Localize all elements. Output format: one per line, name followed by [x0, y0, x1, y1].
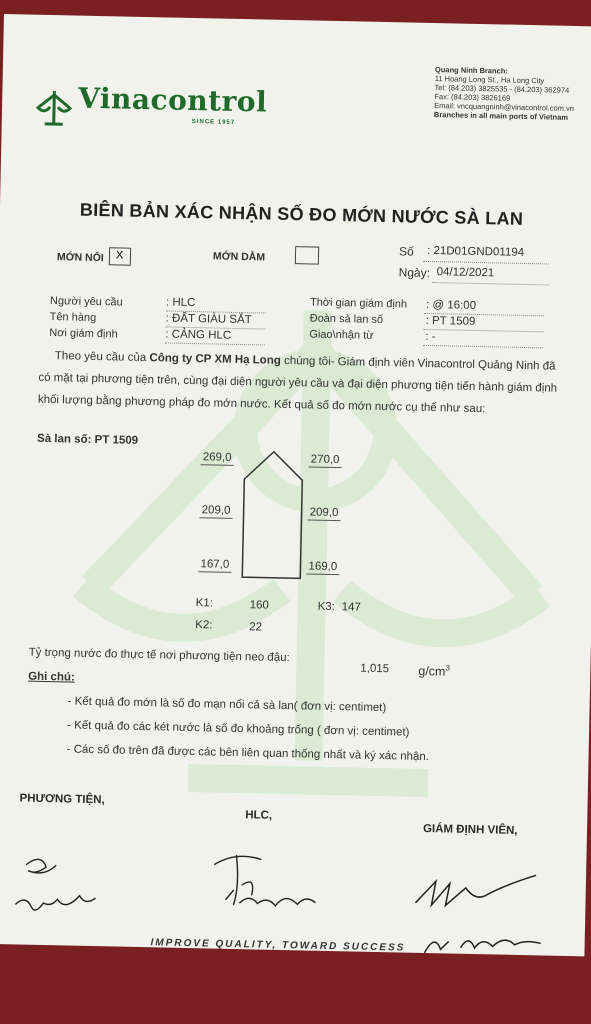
mon-dam-label: MỚN DẰM — [212, 250, 266, 264]
doc-number-value: : 21D01GND01194 — [427, 244, 525, 259]
surveyor-signature — [404, 863, 566, 957]
company-logo-text: Vinacontrol — [77, 81, 268, 119]
k2-value: 22 — [249, 621, 263, 634]
draft-aft-stbd: 169,0 — [306, 560, 339, 575]
k3-label: K3: — [317, 600, 336, 614]
draft-aft-port: 167,0 — [198, 558, 231, 573]
note-item: - Kết quả đo các két nước là số đo khoảng trống ( đơn vị: centimet) — [66, 719, 410, 739]
requester-value: : HLC — [165, 296, 196, 310]
branch-email: Email: vncquangninh@vinacontrol.com.vn — [434, 101, 575, 113]
cargo-label: Tên hàng — [49, 311, 97, 324]
document-page — [0, 14, 591, 956]
density-unit: $g/cm^3$ — [418, 663, 451, 679]
surveyor-sign-label: GIÁM ĐỊNH VIÊN, — [422, 822, 518, 837]
hlc-sign-label: HLC, — [245, 809, 273, 822]
draft-fwd-port: 269,0 — [201, 451, 234, 466]
vinacontrol-scale-icon — [36, 87, 73, 128]
vessel-signature — [0, 844, 107, 926]
place-label: Nơi giám định — [49, 327, 118, 341]
draft-fwd-stbd: 270,0 — [309, 453, 342, 468]
footer-slogan: IMPROVE QUALITY, TOWARD SUCCESS — [150, 937, 406, 954]
note-item: - Kết quả đo mớn là số đo mạn nổi cả sà lan( đơn vị: centimet) — [67, 695, 387, 715]
intro-paragraph: Theo yêu cầu của Công ty CP XM Hạ Long chúng tôi- Giám định viên Vinacontrol Quảng Ninh đã có mặt tại phương tiện trên, cùng đại diện người yêu cầu và đại diện phương tiện tiến hành giám định khối lượng bằng phương pháp đo mớn nước. Kết quả số đo mớn nước cụ thể như sau: — [37, 350, 558, 416]
delivery-value: : - — [425, 330, 436, 344]
barge-group-value: : PT 1509 — [425, 314, 476, 328]
company-name: Công ty CP XM Hạ Long — [149, 352, 281, 367]
barge-group-label: Đoàn sà lan số — [309, 312, 384, 327]
k2-label: K2: — [195, 619, 213, 632]
draft-mid-stbd: 209,0 — [307, 506, 340, 521]
time-label: Thời gian giám định — [309, 296, 408, 311]
doc-date-value: 04/12/2021 — [436, 266, 495, 280]
hlc-signature — [205, 844, 326, 916]
density-value: 1,015 — [360, 662, 390, 676]
branch-address: 11 Hoang Long St., Ha Long City — [434, 74, 545, 86]
cargo-value: : ĐẤT GIÀU SẮT — [165, 312, 252, 327]
company-since: SINCE 1957 — [191, 118, 236, 126]
barge-outline-diagram — [240, 449, 305, 580]
barge-label: Sà lan số: PT 1509 — [36, 432, 139, 447]
doc-number-label: Số — [398, 244, 414, 259]
delivery-label: Giao\nhận từ — [309, 328, 374, 342]
draft-mid-port: 209,0 — [199, 504, 232, 519]
k1-label: K1: — [195, 597, 214, 610]
k1-value: 160 — [249, 599, 269, 612]
vessel-sign-label: PHƯƠNG TIỆN, — [19, 792, 105, 807]
notes-title: Ghi chú: — [28, 670, 75, 684]
mon-dam-checkbox — [295, 246, 319, 264]
branch-name: Quang Ninh Branch: — [434, 65, 508, 76]
requester-label: Người yêu cầu — [49, 295, 123, 309]
mon-noi-mark: X — [115, 249, 124, 262]
doc-date-label: Ngày: — [398, 265, 431, 280]
k3-value: 147 — [341, 601, 361, 614]
mon-noi-checkbox — [109, 247, 131, 265]
mon-noi-label: MỚN NỔI — [56, 251, 104, 265]
branch-fax: Fax: (84.203) 3826169 — [434, 92, 511, 103]
document-title: BIÊN BẢN XÁC NHẬN SỐ ĐO MỚN NƯỚC SÀ LAN — [79, 199, 524, 229]
branch-ports: Branches in all main ports of Vietnam — [433, 110, 569, 122]
note-item: - Các số đo trên đã được các bên liên quan thống nhất và ký xác nhận. — [66, 743, 430, 764]
place-value: : CẢNG HLC — [165, 328, 232, 342]
branch-tel: Tel: (84.203) 3825535 - (84.203) 362974 — [434, 83, 570, 95]
density-label: Tỷ trọng nước đo thực tế nơi phương tiện neo đậu: — [28, 646, 290, 665]
time-value: : @ 16:00 — [425, 298, 477, 312]
